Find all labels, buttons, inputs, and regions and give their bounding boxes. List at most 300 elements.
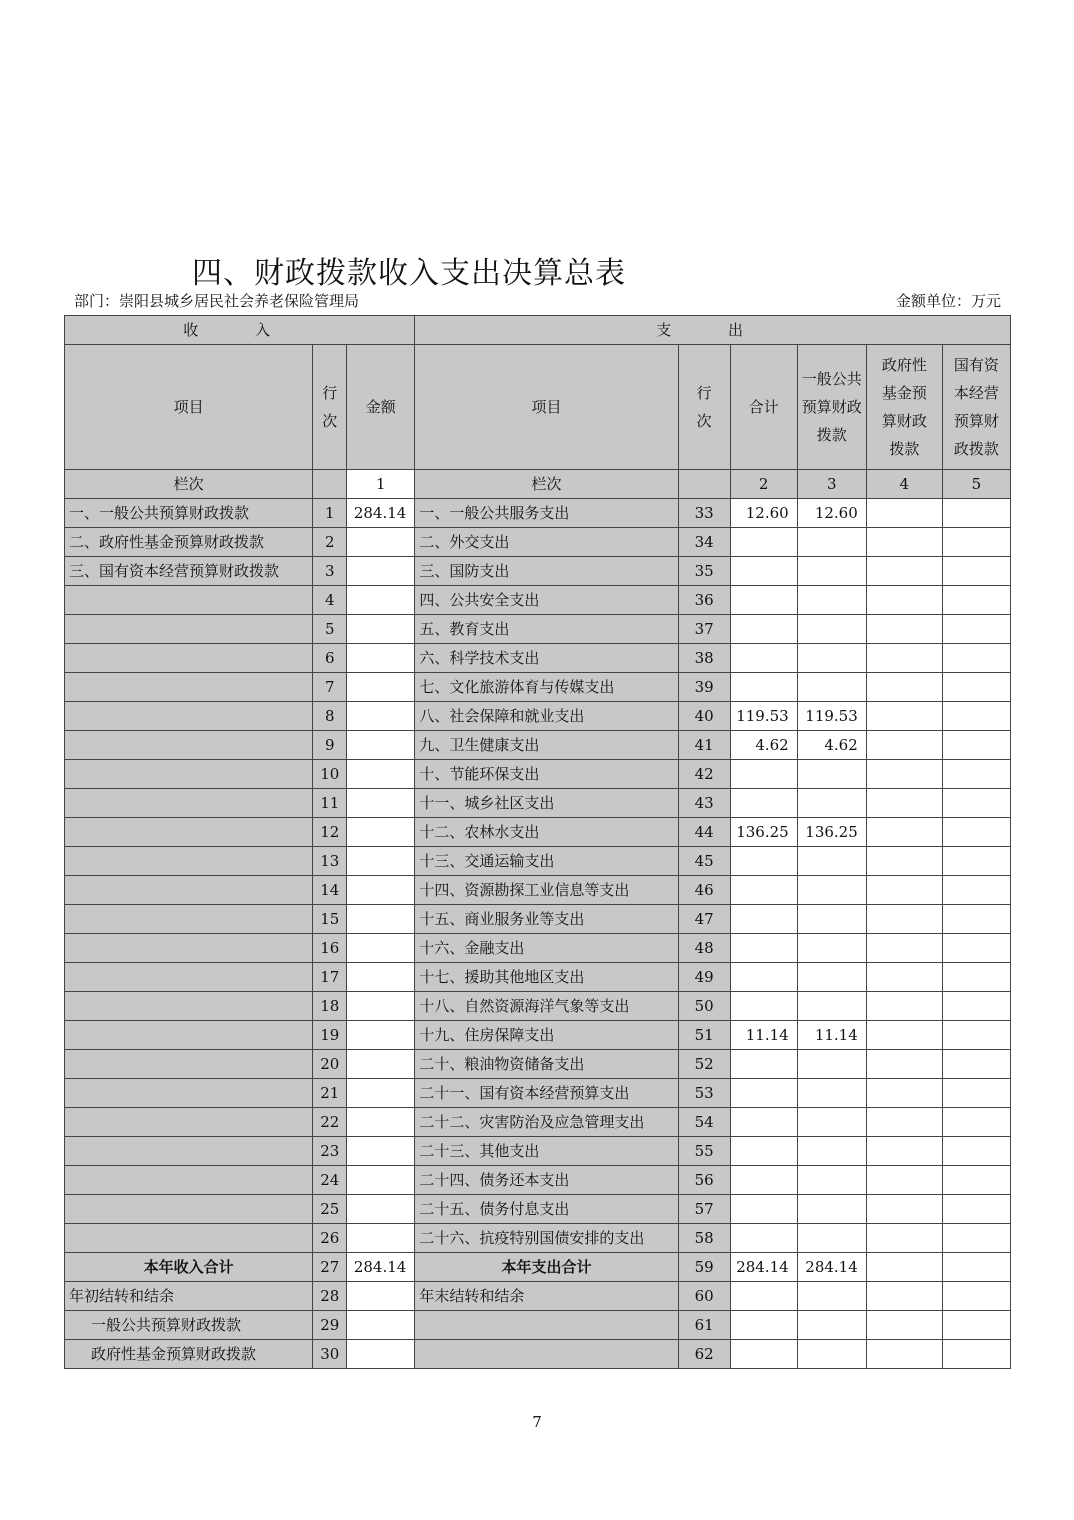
income-item bbox=[65, 1137, 313, 1166]
income-amount bbox=[347, 673, 415, 702]
expense-general-public bbox=[797, 1282, 866, 1311]
expense-general-public bbox=[797, 1311, 866, 1340]
income-amount-header: 金额 bbox=[347, 345, 415, 470]
expense-line-no: 34 bbox=[678, 528, 730, 557]
expense-line-no: 40 bbox=[678, 702, 730, 731]
expense-general-public: 12.60 bbox=[797, 499, 866, 528]
income-item bbox=[65, 1050, 313, 1079]
expense-gov-fund bbox=[866, 1282, 942, 1311]
expense-state-capital bbox=[942, 1079, 1010, 1108]
expense-general-public bbox=[797, 615, 866, 644]
income-line-no: 8 bbox=[313, 702, 347, 731]
expense-gov-fund bbox=[866, 557, 942, 586]
income-line-no: 13 bbox=[313, 847, 347, 876]
income-line-no: 2 bbox=[313, 528, 347, 557]
table-row bbox=[65, 1137, 1011, 1166]
expense-item: 九、卫生健康支出 bbox=[415, 731, 678, 760]
column-index-2: 2 bbox=[730, 470, 797, 499]
expense-total: 4.62 bbox=[730, 731, 797, 760]
expense-total bbox=[730, 1340, 797, 1369]
expense-state-capital bbox=[942, 789, 1010, 818]
expense-gov-fund bbox=[866, 760, 942, 789]
expense-total bbox=[730, 760, 797, 789]
income-line-no: 14 bbox=[313, 876, 347, 905]
expense-state-capital bbox=[942, 1137, 1010, 1166]
expense-item: 十五、商业服务业等支出 bbox=[415, 905, 678, 934]
expense-total bbox=[730, 528, 797, 557]
expense-gov-fund bbox=[866, 1166, 942, 1195]
income-header: 收 入 bbox=[65, 316, 415, 345]
table-row bbox=[65, 1050, 1011, 1079]
expense-item: 十、节能环保支出 bbox=[415, 760, 678, 789]
expense-item: 十七、援助其他地区支出 bbox=[415, 963, 678, 992]
expense-line-no: 33 bbox=[678, 499, 730, 528]
expense-line-no: 53 bbox=[678, 1079, 730, 1108]
income-amount: 284.14 bbox=[347, 499, 415, 528]
expense-item: 二十、粮油物资储备支出 bbox=[415, 1050, 678, 1079]
table-row bbox=[65, 1195, 1011, 1224]
expense-state-capital bbox=[942, 1166, 1010, 1195]
expense-item: 四、公共安全支出 bbox=[415, 586, 678, 615]
expense-general-public bbox=[797, 1224, 866, 1253]
expense-general-public: 136.25 bbox=[797, 818, 866, 847]
table-row bbox=[65, 1021, 1011, 1050]
income-item bbox=[65, 789, 313, 818]
page-number: 7 bbox=[532, 1413, 542, 1431]
table-row bbox=[65, 847, 1011, 876]
expense-item: 二十二、灾害防治及应急管理支出 bbox=[415, 1108, 678, 1137]
expense-item: 本年支出合计 bbox=[415, 1253, 678, 1282]
income-line-no: 4 bbox=[313, 586, 347, 615]
expense-total bbox=[730, 992, 797, 1021]
expense-item: 十四、资源勘探工业信息等支出 bbox=[415, 876, 678, 905]
income-line-no: 16 bbox=[313, 934, 347, 963]
expense-line-no: 57 bbox=[678, 1195, 730, 1224]
expense-line-no: 42 bbox=[678, 760, 730, 789]
expense-general-public bbox=[797, 1079, 866, 1108]
table-row bbox=[65, 644, 1011, 673]
table-row bbox=[65, 818, 1011, 847]
expense-line-no: 39 bbox=[678, 673, 730, 702]
expense-item-header: 项目 bbox=[415, 345, 678, 470]
expense-item: 二、外交支出 bbox=[415, 528, 678, 557]
expense-line-no: 35 bbox=[678, 557, 730, 586]
expense-line-no: 60 bbox=[678, 1282, 730, 1311]
table-row bbox=[65, 1311, 1011, 1340]
expense-total bbox=[730, 905, 797, 934]
income-line-no: 21 bbox=[313, 1079, 347, 1108]
expense-state-capital bbox=[942, 557, 1010, 586]
expense-line-no: 58 bbox=[678, 1224, 730, 1253]
income-amount bbox=[347, 1050, 415, 1079]
income-item-header: 项目 bbox=[65, 345, 313, 470]
expense-general-public bbox=[797, 1137, 866, 1166]
income-line-no: 7 bbox=[313, 673, 347, 702]
income-amount bbox=[347, 1079, 415, 1108]
income-item bbox=[65, 731, 313, 760]
expense-general-public bbox=[797, 673, 866, 702]
expense-total bbox=[730, 934, 797, 963]
income-amount bbox=[347, 1021, 415, 1050]
expense-line-no: 43 bbox=[678, 789, 730, 818]
table-row bbox=[65, 876, 1011, 905]
income-amount bbox=[347, 760, 415, 789]
expense-item: 一、一般公共服务支出 bbox=[415, 499, 678, 528]
expense-gov-fund bbox=[866, 1108, 942, 1137]
expense-line-no: 54 bbox=[678, 1108, 730, 1137]
expense-general-public: 284.14 bbox=[797, 1253, 866, 1282]
total-header: 合计 bbox=[730, 345, 797, 470]
income-amount bbox=[347, 615, 415, 644]
expense-state-capital bbox=[942, 1224, 1010, 1253]
expense-total bbox=[730, 557, 797, 586]
expense-state-capital bbox=[942, 963, 1010, 992]
income-line-no: 15 bbox=[313, 905, 347, 934]
income-item: 三、国有资本经营预算财政拨款 bbox=[65, 557, 313, 586]
expense-gov-fund bbox=[866, 1340, 942, 1369]
expense-gov-fund bbox=[866, 992, 942, 1021]
income-item bbox=[65, 1166, 313, 1195]
income-line-no: 27 bbox=[313, 1253, 347, 1282]
column-blank bbox=[313, 470, 347, 499]
column-label-right: 栏次 bbox=[415, 470, 678, 499]
income-line-no: 26 bbox=[313, 1224, 347, 1253]
expense-general-public bbox=[797, 1340, 866, 1369]
table-row bbox=[65, 586, 1011, 615]
table-row bbox=[65, 905, 1011, 934]
expense-line-no: 47 bbox=[678, 905, 730, 934]
income-amount bbox=[347, 1108, 415, 1137]
column-index-1: 1 bbox=[347, 470, 415, 499]
expense-total bbox=[730, 1108, 797, 1137]
expense-gov-fund bbox=[866, 528, 942, 557]
expense-state-capital bbox=[942, 673, 1010, 702]
income-line-no: 11 bbox=[313, 789, 347, 818]
income-amount bbox=[347, 528, 415, 557]
income-line-no: 22 bbox=[313, 1108, 347, 1137]
expense-general-public bbox=[797, 1166, 866, 1195]
expense-general-public bbox=[797, 1050, 866, 1079]
expense-total bbox=[730, 963, 797, 992]
expense-state-capital bbox=[942, 1340, 1010, 1369]
expense-gov-fund bbox=[866, 1079, 942, 1108]
expense-line-no: 46 bbox=[678, 876, 730, 905]
expense-total bbox=[730, 1050, 797, 1079]
expense-gov-fund bbox=[866, 1137, 942, 1166]
income-item bbox=[65, 1195, 313, 1224]
expense-line-no: 56 bbox=[678, 1166, 730, 1195]
table-row bbox=[65, 963, 1011, 992]
table-row bbox=[65, 1340, 1011, 1369]
expense-item: 十二、农林水支出 bbox=[415, 818, 678, 847]
expense-general-public bbox=[797, 934, 866, 963]
expense-state-capital bbox=[942, 644, 1010, 673]
expense-total: 284.14 bbox=[730, 1253, 797, 1282]
expense-total: 136.25 bbox=[730, 818, 797, 847]
expense-general-public bbox=[797, 557, 866, 586]
expense-item: 十一、城乡社区支出 bbox=[415, 789, 678, 818]
income-line-no: 9 bbox=[313, 731, 347, 760]
department-label: 部门：崇阳县城乡居民社会养老保险管理局 bbox=[74, 292, 360, 310]
budget-summary-table bbox=[64, 315, 1011, 1369]
expense-gov-fund bbox=[866, 1311, 942, 1340]
expense-item: 六、科学技术支出 bbox=[415, 644, 678, 673]
expense-general-public bbox=[797, 992, 866, 1021]
table-row bbox=[65, 528, 1011, 557]
income-amount bbox=[347, 731, 415, 760]
expense-line-no: 51 bbox=[678, 1021, 730, 1050]
expense-general-public: 11.14 bbox=[797, 1021, 866, 1050]
table-row bbox=[65, 760, 1011, 789]
expense-line-no: 38 bbox=[678, 644, 730, 673]
expense-total: 12.60 bbox=[730, 499, 797, 528]
expense-state-capital bbox=[942, 1282, 1010, 1311]
expense-total bbox=[730, 644, 797, 673]
income-amount bbox=[347, 789, 415, 818]
expense-general-public: 119.53 bbox=[797, 702, 866, 731]
expense-line-no: 50 bbox=[678, 992, 730, 1021]
income-amount bbox=[347, 586, 415, 615]
gov-fund-header: 政府性基金预算财政拨款 bbox=[866, 345, 942, 470]
income-item: 年初结转和结余 bbox=[65, 1282, 313, 1311]
income-item bbox=[65, 673, 313, 702]
income-item bbox=[65, 615, 313, 644]
expense-general-public bbox=[797, 644, 866, 673]
income-item bbox=[65, 760, 313, 789]
expense-general-public bbox=[797, 876, 866, 905]
expense-state-capital bbox=[942, 934, 1010, 963]
expense-state-capital bbox=[942, 702, 1010, 731]
expense-state-capital bbox=[942, 528, 1010, 557]
income-item bbox=[65, 992, 313, 1021]
income-line-header: 行次 bbox=[313, 345, 347, 470]
income-line-no: 10 bbox=[313, 760, 347, 789]
table-row bbox=[65, 615, 1011, 644]
expense-total bbox=[730, 1195, 797, 1224]
table-row bbox=[65, 673, 1011, 702]
income-amount bbox=[347, 1166, 415, 1195]
expense-gov-fund bbox=[866, 847, 942, 876]
table-row bbox=[65, 1224, 1011, 1253]
income-line-no: 6 bbox=[313, 644, 347, 673]
expense-state-capital bbox=[942, 905, 1010, 934]
unit-label: 金额单位：万元 bbox=[895, 292, 1001, 310]
expense-general-public bbox=[797, 1108, 866, 1137]
income-amount bbox=[347, 1195, 415, 1224]
income-line-no: 23 bbox=[313, 1137, 347, 1166]
expense-general-public bbox=[797, 1195, 866, 1224]
expense-total bbox=[730, 1224, 797, 1253]
expense-line-no: 44 bbox=[678, 818, 730, 847]
income-amount bbox=[347, 1224, 415, 1253]
expense-line-no: 49 bbox=[678, 963, 730, 992]
income-amount bbox=[347, 847, 415, 876]
expense-item: 七、文化旅游体育与传媒支出 bbox=[415, 673, 678, 702]
income-item: 一、一般公共预算财政拨款 bbox=[65, 499, 313, 528]
expense-gov-fund bbox=[866, 876, 942, 905]
income-amount bbox=[347, 934, 415, 963]
expense-total bbox=[730, 1311, 797, 1340]
table-row bbox=[65, 557, 1011, 586]
expense-line-no: 55 bbox=[678, 1137, 730, 1166]
expense-total bbox=[730, 615, 797, 644]
income-line-no: 20 bbox=[313, 1050, 347, 1079]
table-row bbox=[65, 934, 1011, 963]
column-index-5: 5 bbox=[942, 470, 1010, 499]
income-line-no: 18 bbox=[313, 992, 347, 1021]
expense-line-no: 41 bbox=[678, 731, 730, 760]
expense-state-capital bbox=[942, 1311, 1010, 1340]
expense-general-public bbox=[797, 905, 866, 934]
expense-state-capital bbox=[942, 615, 1010, 644]
expense-item: 年末结转和结余 bbox=[415, 1282, 678, 1311]
income-item bbox=[65, 644, 313, 673]
expense-general-public bbox=[797, 760, 866, 789]
income-amount bbox=[347, 818, 415, 847]
table-row bbox=[65, 499, 1011, 528]
expense-total bbox=[730, 876, 797, 905]
income-line-no: 1 bbox=[313, 499, 347, 528]
income-amount bbox=[347, 1340, 415, 1369]
expense-state-capital bbox=[942, 1108, 1010, 1137]
expense-line-no: 62 bbox=[678, 1340, 730, 1369]
expense-line-no: 59 bbox=[678, 1253, 730, 1282]
income-line-no: 24 bbox=[313, 1166, 347, 1195]
expense-state-capital bbox=[942, 1050, 1010, 1079]
income-amount bbox=[347, 1137, 415, 1166]
expense-state-capital bbox=[942, 876, 1010, 905]
table-row bbox=[65, 731, 1011, 760]
income-item bbox=[65, 876, 313, 905]
expense-gov-fund bbox=[866, 818, 942, 847]
income-amount bbox=[347, 644, 415, 673]
income-item: 本年收入合计 bbox=[65, 1253, 313, 1282]
expense-total: 11.14 bbox=[730, 1021, 797, 1050]
expense-item: 十六、金融支出 bbox=[415, 934, 678, 963]
income-amount bbox=[347, 992, 415, 1021]
income-line-no: 28 bbox=[313, 1282, 347, 1311]
income-item bbox=[65, 702, 313, 731]
expense-state-capital bbox=[942, 847, 1010, 876]
expense-gov-fund bbox=[866, 934, 942, 963]
expense-item: 二十一、国有资本经营预算支出 bbox=[415, 1079, 678, 1108]
expense-item: 八、社会保障和就业支出 bbox=[415, 702, 678, 731]
expense-item: 三、国防支出 bbox=[415, 557, 678, 586]
expense-line-no: 52 bbox=[678, 1050, 730, 1079]
income-item bbox=[65, 1021, 313, 1050]
expense-item: 二十五、债务付息支出 bbox=[415, 1195, 678, 1224]
expense-gov-fund bbox=[866, 673, 942, 702]
expense-gov-fund bbox=[866, 615, 942, 644]
table-row bbox=[65, 1282, 1011, 1311]
expense-gov-fund bbox=[866, 499, 942, 528]
column-blank bbox=[678, 470, 730, 499]
income-item bbox=[65, 1108, 313, 1137]
income-item: 二、政府性基金预算财政拨款 bbox=[65, 528, 313, 557]
expense-total bbox=[730, 1079, 797, 1108]
expense-total bbox=[730, 1282, 797, 1311]
table-row bbox=[65, 1166, 1011, 1195]
expense-state-capital bbox=[942, 1195, 1010, 1224]
income-line-no: 3 bbox=[313, 557, 347, 586]
column-index-3: 3 bbox=[797, 470, 866, 499]
income-line-no: 19 bbox=[313, 1021, 347, 1050]
income-line-no: 12 bbox=[313, 818, 347, 847]
expense-gov-fund bbox=[866, 1021, 942, 1050]
expense-total bbox=[730, 1137, 797, 1166]
column-label-left: 栏次 bbox=[65, 470, 313, 499]
expense-state-capital bbox=[942, 586, 1010, 615]
expense-general-public bbox=[797, 586, 866, 615]
expense-gov-fund bbox=[866, 1050, 942, 1079]
expense-item: 五、教育支出 bbox=[415, 615, 678, 644]
income-line-no: 29 bbox=[313, 1311, 347, 1340]
income-item bbox=[65, 818, 313, 847]
expense-line-header: 行次 bbox=[678, 345, 730, 470]
expense-gov-fund bbox=[866, 644, 942, 673]
expense-total bbox=[730, 1166, 797, 1195]
expense-line-no: 48 bbox=[678, 934, 730, 963]
income-item: 政府性基金预算财政拨款 bbox=[65, 1340, 313, 1369]
expense-gov-fund bbox=[866, 731, 942, 760]
income-item bbox=[65, 1224, 313, 1253]
income-item bbox=[65, 1079, 313, 1108]
expense-state-capital bbox=[942, 1021, 1010, 1050]
expense-state-capital bbox=[942, 1253, 1010, 1282]
income-item bbox=[65, 586, 313, 615]
income-amount: 284.14 bbox=[347, 1253, 415, 1282]
income-item bbox=[65, 905, 313, 934]
expense-state-capital bbox=[942, 731, 1010, 760]
expense-item: 十三、交通运输支出 bbox=[415, 847, 678, 876]
expense-line-no: 36 bbox=[678, 586, 730, 615]
expense-gov-fund bbox=[866, 905, 942, 934]
expense-gov-fund bbox=[866, 1224, 942, 1253]
table-row bbox=[65, 702, 1011, 731]
income-amount bbox=[347, 905, 415, 934]
table-row bbox=[65, 1253, 1011, 1282]
expense-item: 二十四、债务还本支出 bbox=[415, 1166, 678, 1195]
expense-item: 十八、自然资源海洋气象等支出 bbox=[415, 992, 678, 1021]
expense-state-capital bbox=[942, 499, 1010, 528]
page-title: 四、财政拨款收入支出决算总表 bbox=[192, 256, 626, 291]
expense-general-public bbox=[797, 789, 866, 818]
expense-state-capital bbox=[942, 760, 1010, 789]
expense-item bbox=[415, 1340, 678, 1369]
income-line-no: 25 bbox=[313, 1195, 347, 1224]
expense-gov-fund bbox=[866, 586, 942, 615]
gen-public-header: 一般公共预算财政拨款 bbox=[797, 345, 866, 470]
expense-total: 119.53 bbox=[730, 702, 797, 731]
expense-line-no: 45 bbox=[678, 847, 730, 876]
column-index-4: 4 bbox=[866, 470, 942, 499]
table-row bbox=[65, 1108, 1011, 1137]
expense-state-capital bbox=[942, 818, 1010, 847]
income-line-no: 17 bbox=[313, 963, 347, 992]
expense-state-capital bbox=[942, 992, 1010, 1021]
expense-item: 二十三、其他支出 bbox=[415, 1137, 678, 1166]
income-amount bbox=[347, 963, 415, 992]
income-item: 一般公共预算财政拨款 bbox=[65, 1311, 313, 1340]
income-amount bbox=[347, 876, 415, 905]
income-item bbox=[65, 963, 313, 992]
expense-line-no: 37 bbox=[678, 615, 730, 644]
state-capital-header: 国有资本经营预算财政拨款 bbox=[942, 345, 1010, 470]
expense-item: 二十六、抗疫特别国债安排的支出 bbox=[415, 1224, 678, 1253]
income-amount bbox=[347, 1311, 415, 1340]
income-item bbox=[65, 847, 313, 876]
expense-total bbox=[730, 586, 797, 615]
